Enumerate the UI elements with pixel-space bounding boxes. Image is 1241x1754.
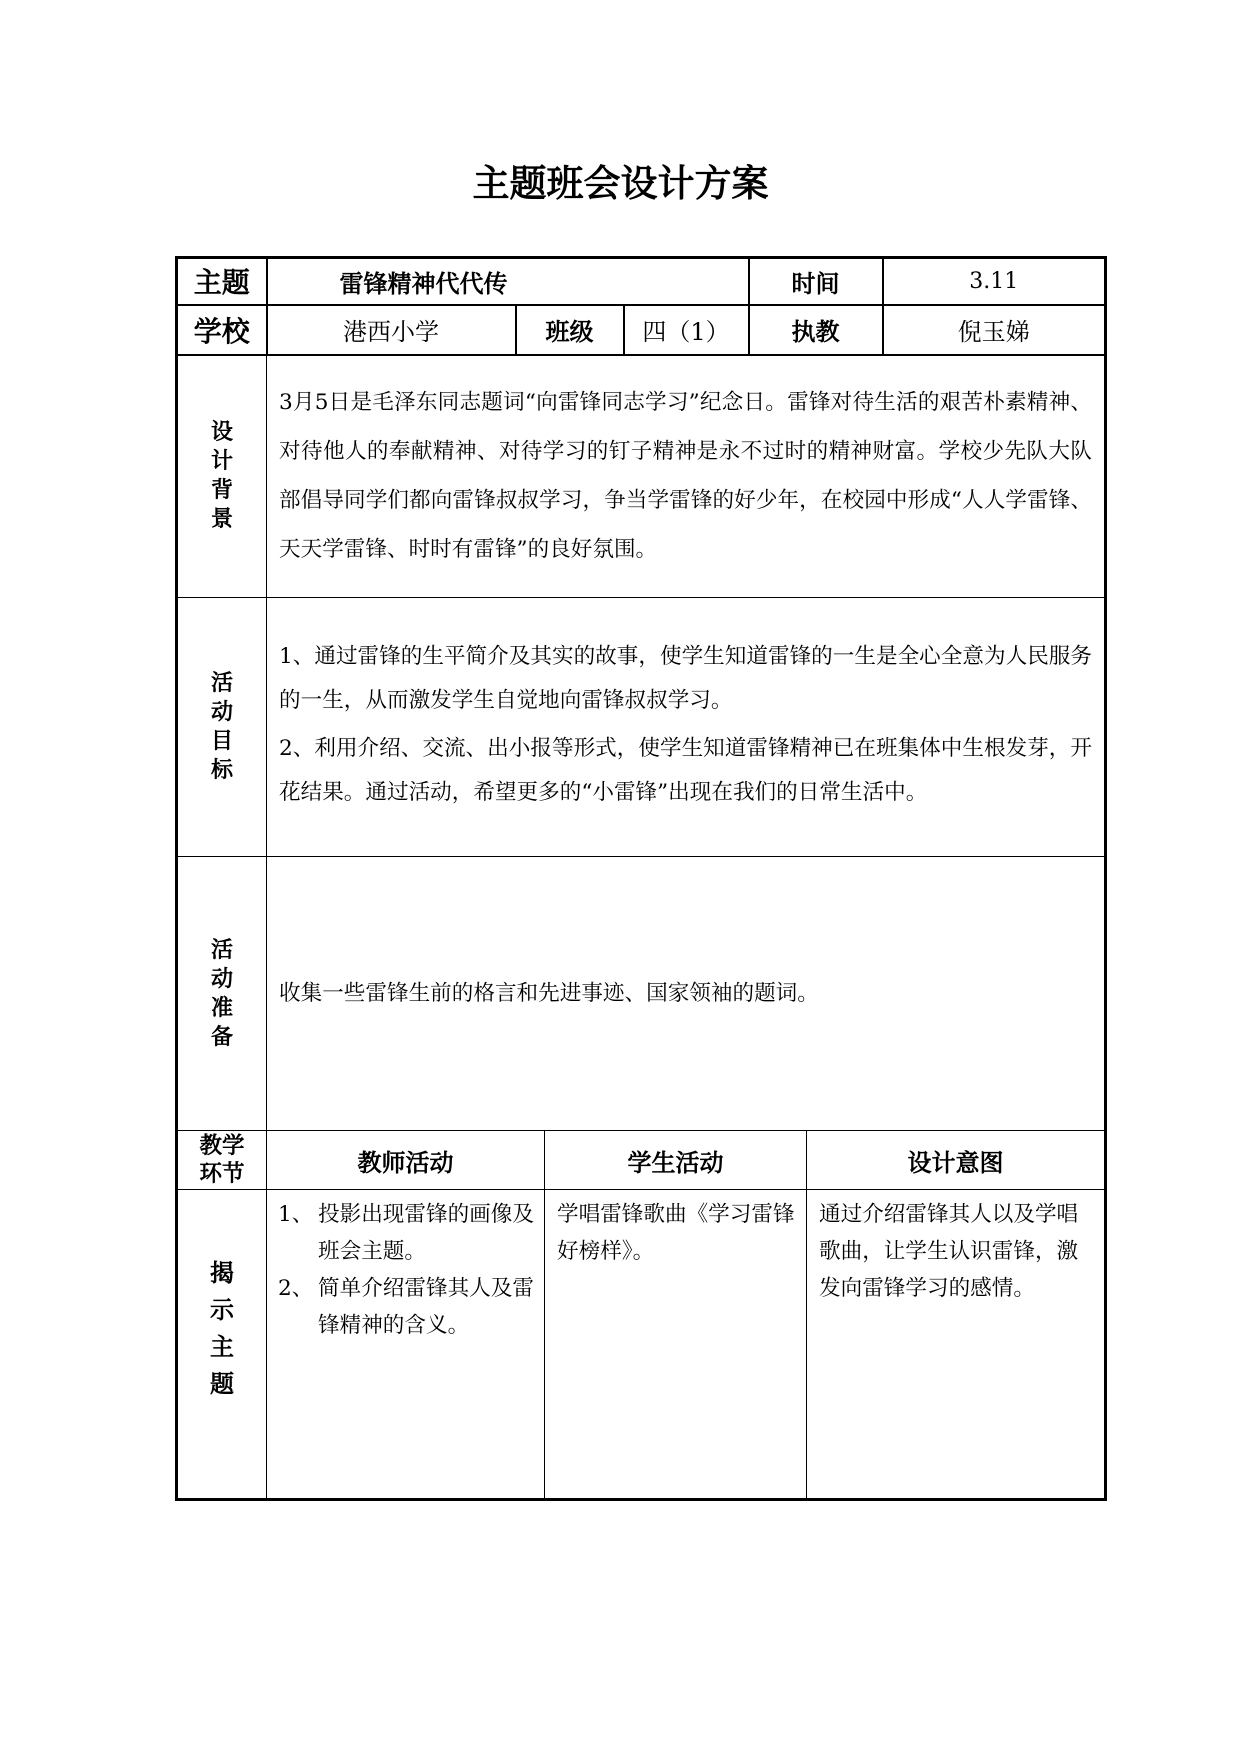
goals-label-cell [177, 598, 267, 857]
background-label: 设计背景 [210, 420, 233, 533]
school-label: 学校 [177, 305, 267, 355]
design-intent-text: 通过介绍雷锋其人以及学唱歌曲，让学生认识雷锋，激发向雷锋学习的感情。 [819, 1202, 1079, 1301]
table-body [177, 258, 1106, 1500]
process-row [177, 1190, 1106, 1500]
preparation-text: 收集一些雷锋生前的格言和先进事迹、国家领袖的题词。 [279, 981, 819, 1006]
background-content-cell [267, 355, 1106, 598]
design-intent-cell [807, 1190, 1106, 1500]
process-header-teacher: 教师活动 [267, 1131, 545, 1190]
background-row [177, 355, 1106, 598]
preparation-label: 活动准备 [210, 937, 233, 1050]
preparation-label-cell [177, 857, 267, 1131]
goals-content-cell [267, 598, 1106, 857]
goals-label: 活动目标 [210, 671, 233, 783]
process-header-stage-cell [177, 1131, 267, 1190]
theme-label: 主题 [177, 258, 267, 305]
preparation-row [177, 857, 1106, 1131]
goal-item: 1、通过雷锋的生平简介及其实的故事，使学生知道雷锋的一生是全心全意为人民服务的一生，从而激发学生自觉地向雷锋叔叔学习。 [279, 644, 1092, 713]
process-header-row [177, 1131, 1106, 1190]
teacher-activity-number: 1、 [278, 1202, 314, 1227]
time-label: 时间 [749, 258, 883, 305]
teacher-value: 倪玉娣 [883, 305, 1106, 355]
process-header-stage: 教学环节 [199, 1133, 245, 1187]
goals-row [177, 598, 1106, 857]
goal-item: 2、利用介绍、交流、出小报等形式，使学生知道雷锋精神已在班集体中生根发芽，开花结果。通过活动，希望更多的“小雷锋”出现在我们的日常生活中。 [279, 736, 1092, 805]
class-value: 四（1） [624, 305, 749, 355]
preparation-content-cell [267, 857, 1106, 1131]
stage-label: 揭示主题 [209, 1259, 234, 1398]
background-text: 3月5日是毛泽东同志题词“向雷锋同志学习”纪念日。雷锋对待生活的艰苦朴素精神、对待他人的奉献精神、对待学习的钉子精神是永不过时的精神财富。学校少先队大队部倡导同学们都向雷锋叔叔学习，争当学雷锋的好少年，在校园中形成“人人学雷锋、天天学雷锋、时时有雷锋”的良好氛围。 [279, 390, 1092, 563]
process-header-student: 学生活动 [545, 1131, 807, 1190]
student-activity-text: 学唱雷锋歌曲《学习雷锋好榜样》。 [557, 1202, 795, 1264]
teacher-activity-text: 简单介绍雷锋其人及雷锋精神的含义。 [318, 1276, 534, 1338]
teacher-activity-cell [267, 1190, 545, 1500]
theme-value: 雷锋精神代代传 [267, 258, 749, 305]
process-header-intent: 设计意图 [807, 1131, 1106, 1190]
teacher-activity-item [278, 1196, 536, 1270]
time-value: 3.11 [883, 258, 1106, 305]
teacher-activity-text: 投影出现雷锋的画像及班会主题。 [318, 1202, 534, 1264]
plan-table [175, 256, 1107, 1501]
school-row [177, 305, 1106, 355]
stage-cell [177, 1190, 267, 1500]
background-label-cell [177, 355, 267, 598]
class-label: 班级 [516, 305, 624, 355]
theme-row [177, 258, 1106, 305]
page-title: 主题班会设计方案 [472, 162, 769, 205]
student-activity-cell [545, 1190, 807, 1500]
teacher-activity-item [278, 1270, 536, 1344]
teacher-label: 执教 [749, 305, 883, 355]
teacher-activity-number: 2、 [278, 1276, 314, 1301]
school-value: 港西小学 [267, 305, 516, 355]
